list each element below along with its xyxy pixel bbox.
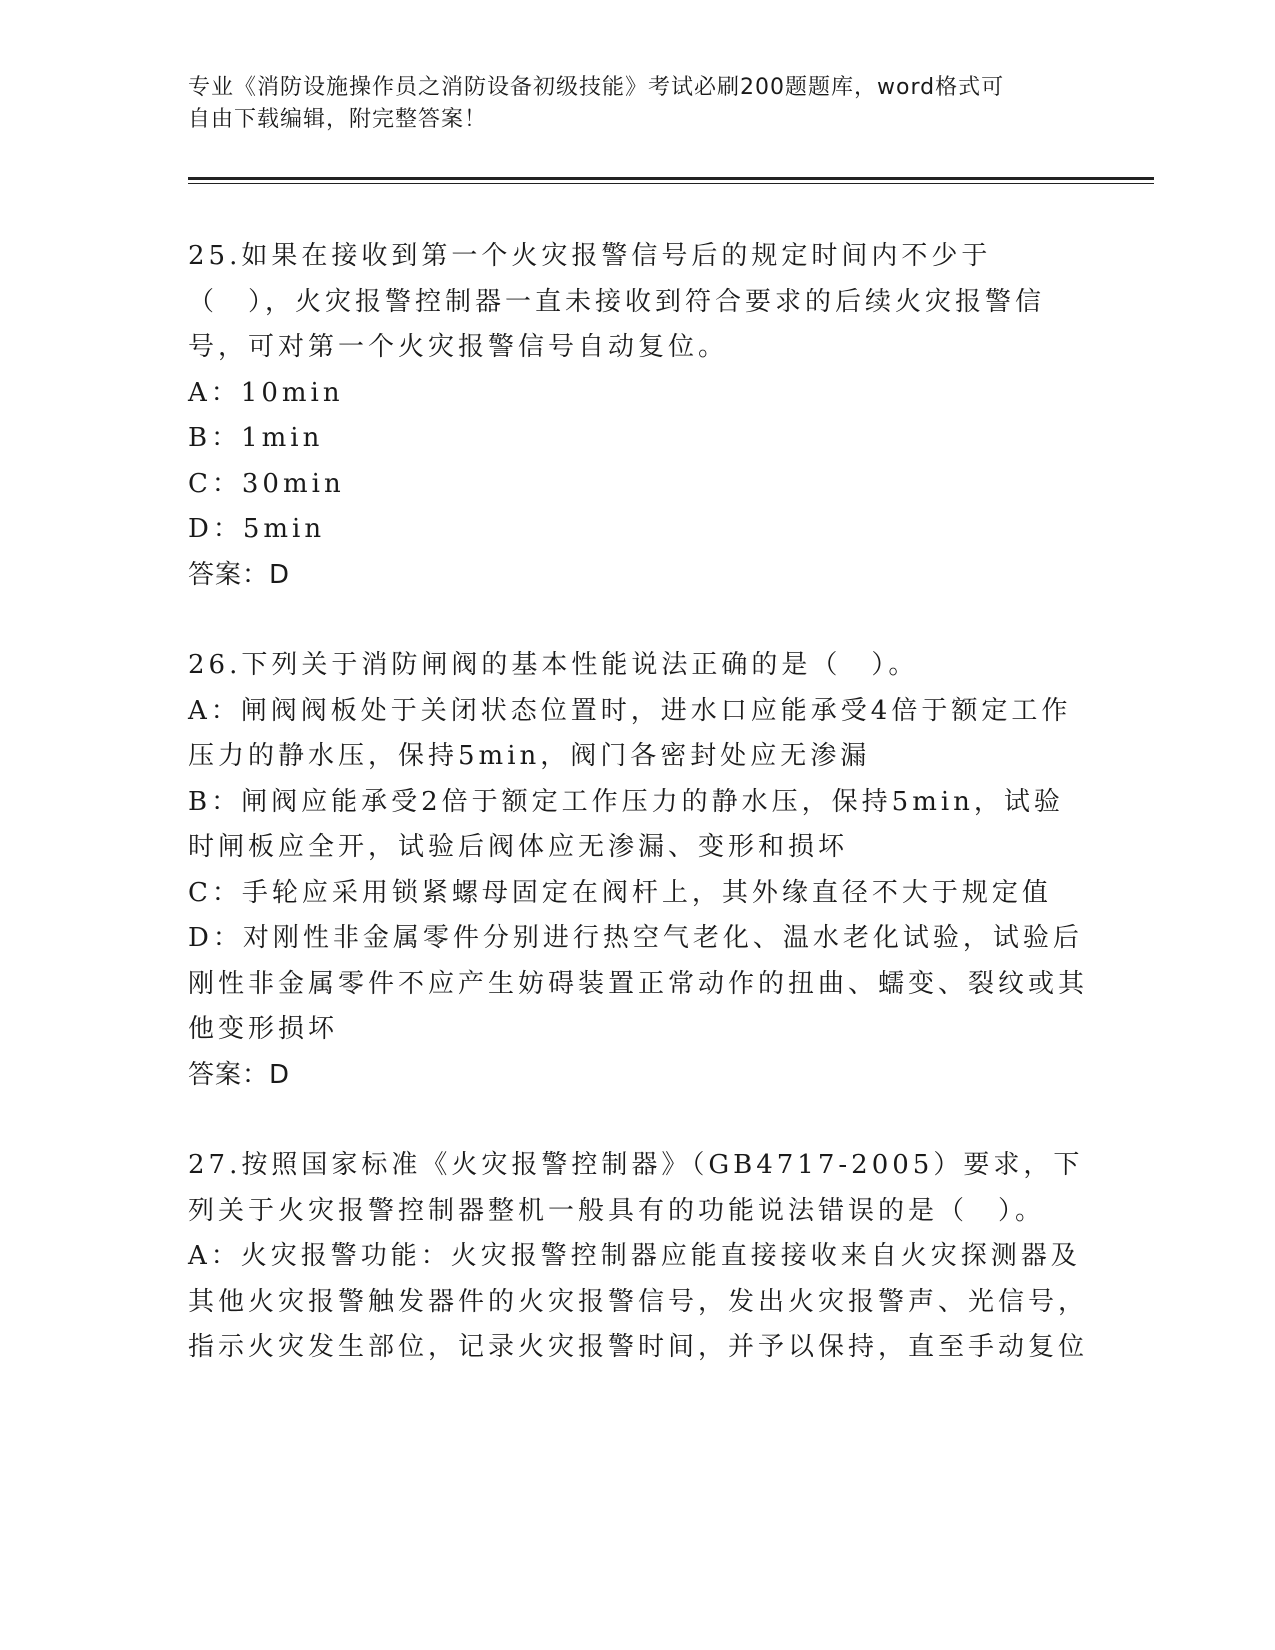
option-c: C：手轮应采用锁紧螺母固定在阀杆上，其外缘直径不大于规定值 xyxy=(188,877,1052,908)
option-b: B：1min xyxy=(188,423,324,453)
question-stem: 27.按照国家标准《火灾报警控制器》（GB4717-2005）要求，下列关于火灾报警控制器整机一般具有的功能说法错误的是（ ）。 xyxy=(188,1150,1084,1226)
page-header xyxy=(188,72,1088,136)
option-b: B：闸阀应能承受2倍于额定工作压力的静水压，保持5min，试验时闸板应全开，试验后阀体应无渗漏、变形和损坏 xyxy=(188,786,1064,862)
header-divider-thick xyxy=(188,177,1154,180)
option-a: A：闸阀阀板处于关闭状态位置时，进水口应能承受4倍于额定工作压力的静水压，保持5min，阀门各密封处应无渗漏 xyxy=(188,695,1072,771)
option-d: D：5min xyxy=(188,514,326,544)
option-d: D：对刚性非金属零件分别进行热空气老化、温水老化试验，试验后刚性非金属零件不应产生妨碍装置正常动作的扭曲、蠕变、裂纹或其他变形损坏 xyxy=(188,923,1089,1044)
question-list xyxy=(188,234,1088,1416)
header-divider-thin xyxy=(188,183,1154,184)
question-26 xyxy=(188,643,1088,1098)
question-stem: 26.下列关于消防闸阀的基本性能说法正确的是（ ）。 xyxy=(188,650,919,680)
option-c: C：30min xyxy=(188,468,345,499)
header-line-1: 专业《消防设施操作员之消防设备初级技能》考试必刷200题题库，word格式可 xyxy=(188,75,1005,100)
option-a: A：火灾报警功能：火灾报警控制器应能直接接收来自火灾探测器及其他火灾报警触发器件的火灾报警信号，发出火灾报警声、光信号，指示火灾发生部位，记录火灾报警时间，并予以保持，直至手动复位 xyxy=(188,1241,1089,1362)
answer: 答案：D xyxy=(188,1059,291,1090)
question-27 xyxy=(188,1143,1088,1371)
answer: 答案：D xyxy=(188,559,291,590)
question-stem: 25.如果在接收到第一个火灾报警信号后的规定时间内不少于（ ），火灾报警控制器一直未接收到符合要求的后续火灾报警信号，可对第一个火灾报警信号自动复位。 xyxy=(188,241,1046,362)
question-25 xyxy=(188,234,1088,598)
option-a: A：10min xyxy=(188,377,344,408)
header-line-2: 自由下载编辑，附完整答案！ xyxy=(188,107,488,132)
